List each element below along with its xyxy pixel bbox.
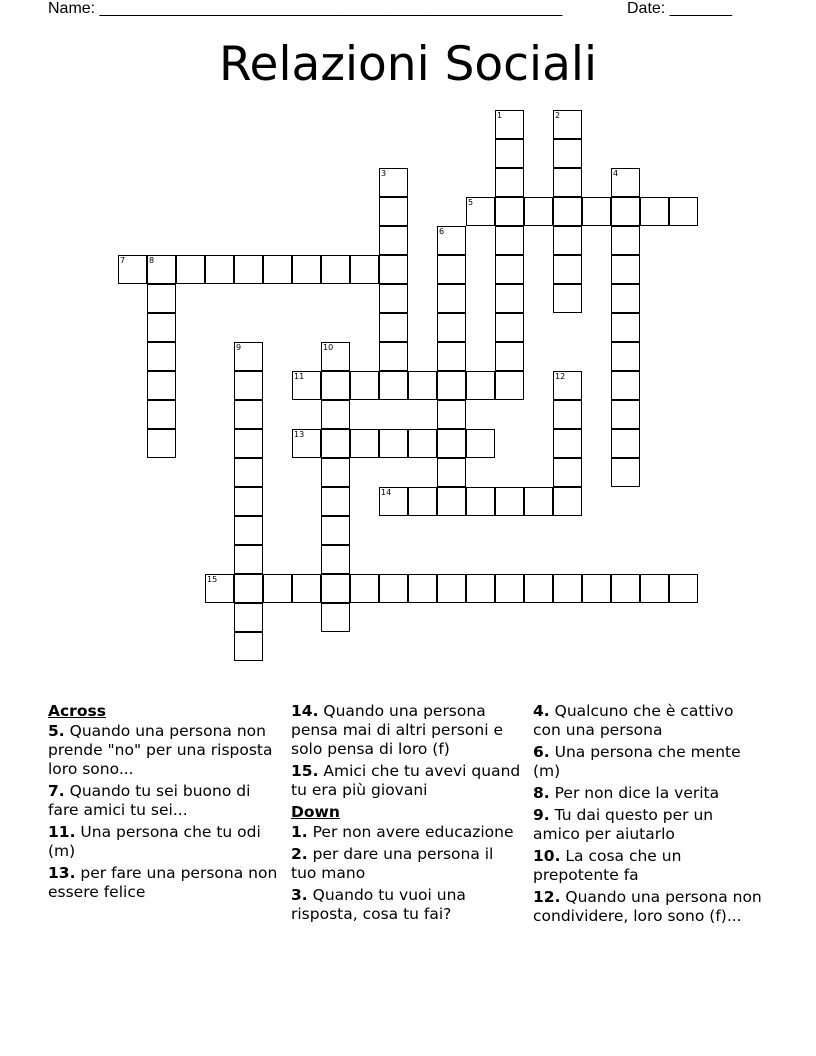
grid-cell[interactable] bbox=[205, 255, 234, 284]
grid-cell[interactable] bbox=[495, 371, 524, 400]
across-heading: Across bbox=[48, 702, 106, 720]
grid-cell[interactable] bbox=[292, 429, 321, 458]
grid-cell[interactable] bbox=[437, 487, 466, 516]
grid-cell[interactable] bbox=[437, 284, 466, 313]
clue-number: 9 bbox=[236, 343, 242, 352]
grid-cell[interactable] bbox=[263, 574, 292, 603]
clue-text: La cosa che un prepotente fa bbox=[533, 847, 682, 884]
name-field-label: Name: ____________________________________________________ bbox=[48, 0, 563, 17]
grid-cell[interactable] bbox=[495, 487, 524, 516]
grid-cell[interactable] bbox=[234, 632, 263, 661]
grid-cell[interactable] bbox=[321, 371, 350, 400]
grid-cell[interactable] bbox=[437, 255, 466, 284]
down-clue bbox=[533, 847, 763, 885]
grid-cell[interactable] bbox=[553, 458, 582, 487]
grid-cell[interactable] bbox=[379, 255, 408, 284]
grid-cell[interactable] bbox=[611, 197, 640, 226]
grid-cell[interactable] bbox=[553, 255, 582, 284]
grid-cell[interactable] bbox=[553, 197, 582, 226]
grid-cell[interactable] bbox=[379, 487, 408, 516]
grid-cell[interactable] bbox=[234, 516, 263, 545]
clue-number: 8. bbox=[533, 784, 550, 802]
down-clue bbox=[533, 806, 763, 844]
clue-number: 14 bbox=[381, 488, 392, 497]
grid-cell[interactable] bbox=[263, 255, 292, 284]
clues-column-1 bbox=[48, 702, 278, 905]
grid-cell[interactable] bbox=[408, 371, 437, 400]
grid-cell[interactable] bbox=[147, 313, 176, 342]
grid-cell[interactable] bbox=[408, 574, 437, 603]
clue-number: 10. bbox=[533, 847, 561, 865]
grid-cell[interactable] bbox=[582, 197, 611, 226]
across-clue-list-continued bbox=[291, 702, 521, 800]
grid-cell[interactable] bbox=[437, 458, 466, 487]
grid-cell[interactable] bbox=[234, 458, 263, 487]
grid-cell[interactable] bbox=[379, 429, 408, 458]
grid-cell[interactable] bbox=[437, 226, 466, 255]
grid-cell[interactable] bbox=[553, 400, 582, 429]
clue-number: 4. bbox=[533, 702, 550, 720]
grid-cell[interactable] bbox=[147, 284, 176, 313]
clue-number: 13 bbox=[294, 430, 305, 439]
clue-number: 7 bbox=[120, 256, 126, 265]
grid-cell[interactable] bbox=[408, 429, 437, 458]
grid-cell[interactable] bbox=[379, 313, 408, 342]
clue-text: Amici che tu avevi quand tu era più giovani bbox=[291, 762, 521, 799]
clue-number: 11 bbox=[294, 372, 305, 381]
clue-number: 11. bbox=[48, 823, 76, 841]
clue-number: 12. bbox=[533, 888, 561, 906]
grid-cell[interactable] bbox=[611, 313, 640, 342]
grid-cell[interactable] bbox=[553, 574, 582, 603]
grid-cell[interactable] bbox=[292, 371, 321, 400]
down-clue bbox=[533, 702, 763, 740]
down-clue bbox=[291, 823, 521, 842]
grid-cell[interactable] bbox=[495, 139, 524, 168]
grid-cell[interactable] bbox=[466, 371, 495, 400]
grid-cell[interactable] bbox=[495, 110, 524, 139]
grid-cell[interactable] bbox=[147, 371, 176, 400]
down-clue bbox=[533, 888, 763, 926]
across-clue bbox=[48, 823, 278, 861]
clue-text: Quando una persona pensa mai di altri personi e solo pensa di loro (f) bbox=[291, 702, 503, 758]
grid-cell[interactable] bbox=[292, 255, 321, 284]
grid-cell[interactable] bbox=[495, 168, 524, 197]
grid-cell[interactable] bbox=[611, 458, 640, 487]
across-clue bbox=[291, 702, 521, 759]
clue-text: Per non dice la verita bbox=[549, 784, 720, 802]
grid-cell[interactable] bbox=[495, 342, 524, 371]
grid-cell[interactable] bbox=[176, 255, 205, 284]
clue-number: 2 bbox=[555, 111, 561, 120]
grid-cell[interactable] bbox=[321, 400, 350, 429]
down-clue-list bbox=[291, 823, 521, 924]
clue-number: 1 bbox=[497, 111, 503, 120]
grid-cell[interactable] bbox=[466, 487, 495, 516]
grid-cell[interactable] bbox=[611, 255, 640, 284]
grid-cell[interactable] bbox=[379, 574, 408, 603]
down-heading: Down bbox=[291, 803, 340, 821]
clue-number: 15. bbox=[291, 762, 319, 780]
grid-cell[interactable] bbox=[321, 458, 350, 487]
grid-cell[interactable] bbox=[553, 284, 582, 313]
puzzle-title: Relazioni Sociali bbox=[219, 37, 597, 92]
grid-cell[interactable] bbox=[553, 226, 582, 255]
grid-cell[interactable] bbox=[379, 342, 408, 371]
grid-cell[interactable] bbox=[466, 429, 495, 458]
grid-cell[interactable] bbox=[147, 342, 176, 371]
grid-cell[interactable] bbox=[321, 487, 350, 516]
grid-cell[interactable] bbox=[524, 197, 553, 226]
down-clue bbox=[533, 784, 763, 803]
down-clue-list-continued bbox=[533, 702, 763, 926]
grid-cell[interactable] bbox=[321, 574, 350, 603]
grid-cell[interactable] bbox=[437, 342, 466, 371]
clue-number: 5 bbox=[468, 198, 474, 207]
clue-number: 2. bbox=[291, 845, 308, 863]
grid-cell[interactable] bbox=[495, 226, 524, 255]
grid-cell[interactable] bbox=[495, 255, 524, 284]
grid-cell[interactable] bbox=[234, 342, 263, 371]
grid-cell[interactable] bbox=[205, 574, 234, 603]
down-clue bbox=[533, 743, 763, 781]
clue-number: 13. bbox=[48, 864, 76, 882]
clue-number: 5. bbox=[48, 722, 65, 740]
clue-number: 15 bbox=[207, 575, 218, 584]
grid-cell[interactable] bbox=[321, 516, 350, 545]
grid-cell[interactable] bbox=[379, 371, 408, 400]
grid-cell[interactable] bbox=[553, 371, 582, 400]
clue-number: 4 bbox=[613, 169, 619, 178]
clue-text: Quando una persona non prende "no" per una risposta loro sono... bbox=[48, 722, 273, 778]
grid-cell[interactable] bbox=[321, 545, 350, 574]
grid-cell[interactable] bbox=[408, 487, 437, 516]
clue-text: Una persona che tu odi (m) bbox=[48, 823, 261, 860]
grid-cell[interactable] bbox=[466, 197, 495, 226]
grid-cell[interactable] bbox=[234, 371, 263, 400]
clue-number: 12 bbox=[555, 372, 566, 381]
grid-cell[interactable] bbox=[379, 197, 408, 226]
grid-cell[interactable] bbox=[524, 574, 553, 603]
grid-cell[interactable] bbox=[553, 487, 582, 516]
grid-cell[interactable] bbox=[234, 255, 263, 284]
grid-cell[interactable] bbox=[234, 400, 263, 429]
grid-cell[interactable] bbox=[495, 574, 524, 603]
grid-cell[interactable] bbox=[524, 487, 553, 516]
clue-text: Quando una persona non condividere, loro sono (f)... bbox=[533, 888, 762, 925]
across-clue-list bbox=[48, 722, 278, 902]
grid-cell[interactable] bbox=[118, 255, 147, 284]
grid-cell[interactable] bbox=[640, 574, 669, 603]
clue-number: 7. bbox=[48, 782, 65, 800]
grid-cell[interactable] bbox=[350, 255, 379, 284]
clues-column-2 bbox=[291, 702, 521, 927]
clue-text: per fare una persona non essere felice bbox=[48, 864, 278, 901]
grid-cell[interactable] bbox=[495, 197, 524, 226]
across-clue bbox=[291, 762, 521, 800]
grid-cell[interactable] bbox=[379, 284, 408, 313]
across-clue bbox=[48, 722, 278, 779]
grid-cell[interactable] bbox=[611, 342, 640, 371]
grid-cell[interactable] bbox=[147, 255, 176, 284]
grid-cell[interactable] bbox=[234, 487, 263, 516]
clue-text: Una persona che mente (m) bbox=[533, 743, 741, 780]
grid-cell[interactable] bbox=[611, 226, 640, 255]
grid-cell[interactable] bbox=[437, 371, 466, 400]
grid-cell[interactable] bbox=[437, 574, 466, 603]
across-clue bbox=[48, 782, 278, 820]
clue-number: 3 bbox=[381, 169, 387, 178]
grid-cell[interactable] bbox=[321, 429, 350, 458]
date-field-label: Date: _______ bbox=[627, 0, 732, 17]
grid-cell[interactable] bbox=[611, 574, 640, 603]
grid-cell[interactable] bbox=[669, 574, 698, 603]
clue-text: Quando tu sei buono di fare amici tu sei... bbox=[48, 782, 251, 819]
clue-text: Quando tu vuoi una risposta, cosa tu fai? bbox=[291, 886, 466, 923]
down-clue bbox=[291, 886, 521, 924]
grid-cell[interactable] bbox=[234, 574, 263, 603]
grid-cell[interactable] bbox=[350, 371, 379, 400]
clue-number: 10 bbox=[323, 343, 334, 352]
grid-cell[interactable] bbox=[147, 400, 176, 429]
clue-number: 6 bbox=[439, 227, 445, 236]
clue-number: 14. bbox=[291, 702, 319, 720]
clues-column-3 bbox=[533, 702, 763, 929]
grid-cell[interactable] bbox=[611, 371, 640, 400]
grid-cell[interactable] bbox=[321, 603, 350, 632]
clue-number: 9. bbox=[533, 806, 550, 824]
grid-cell[interactable] bbox=[611, 429, 640, 458]
grid-cell[interactable] bbox=[234, 545, 263, 574]
clue-number: 3. bbox=[291, 886, 308, 904]
clue-number: 6. bbox=[533, 743, 550, 761]
grid-cell[interactable] bbox=[495, 313, 524, 342]
grid-cell[interactable] bbox=[553, 429, 582, 458]
clue-number: 1. bbox=[291, 823, 308, 841]
down-clue bbox=[291, 845, 521, 883]
grid-cell[interactable] bbox=[321, 342, 350, 371]
grid-cell[interactable] bbox=[437, 429, 466, 458]
grid-cell[interactable] bbox=[234, 603, 263, 632]
grid-cell[interactable] bbox=[669, 197, 698, 226]
grid-cell[interactable] bbox=[611, 400, 640, 429]
clue-number: 8 bbox=[149, 256, 155, 265]
clue-text: Per non avere educazione bbox=[307, 823, 514, 841]
clue-text: Qualcuno che è cattivo con una persona bbox=[533, 702, 734, 739]
clue-text: per dare una persona il tuo mano bbox=[291, 845, 494, 882]
grid-cell[interactable] bbox=[437, 400, 466, 429]
grid-cell[interactable] bbox=[379, 168, 408, 197]
grid-cell[interactable] bbox=[350, 574, 379, 603]
across-clue bbox=[48, 864, 278, 902]
grid-cell[interactable] bbox=[292, 574, 321, 603]
grid-cell[interactable] bbox=[553, 110, 582, 139]
grid-cell[interactable] bbox=[553, 168, 582, 197]
grid-cell[interactable] bbox=[553, 139, 582, 168]
grid-cell[interactable] bbox=[640, 197, 669, 226]
grid-cell[interactable] bbox=[611, 284, 640, 313]
grid-cell[interactable] bbox=[234, 429, 263, 458]
grid-cell[interactable] bbox=[379, 226, 408, 255]
grid-cell[interactable] bbox=[147, 429, 176, 458]
clue-text: Tu dai questo per un amico per aiutarlo bbox=[533, 806, 714, 843]
grid-cell[interactable] bbox=[611, 168, 640, 197]
grid-cell[interactable] bbox=[495, 284, 524, 313]
grid-cell[interactable] bbox=[466, 574, 495, 603]
grid-cell[interactable] bbox=[437, 313, 466, 342]
grid-cell[interactable] bbox=[321, 255, 350, 284]
grid-cell[interactable] bbox=[350, 429, 379, 458]
grid-cell[interactable] bbox=[582, 574, 611, 603]
